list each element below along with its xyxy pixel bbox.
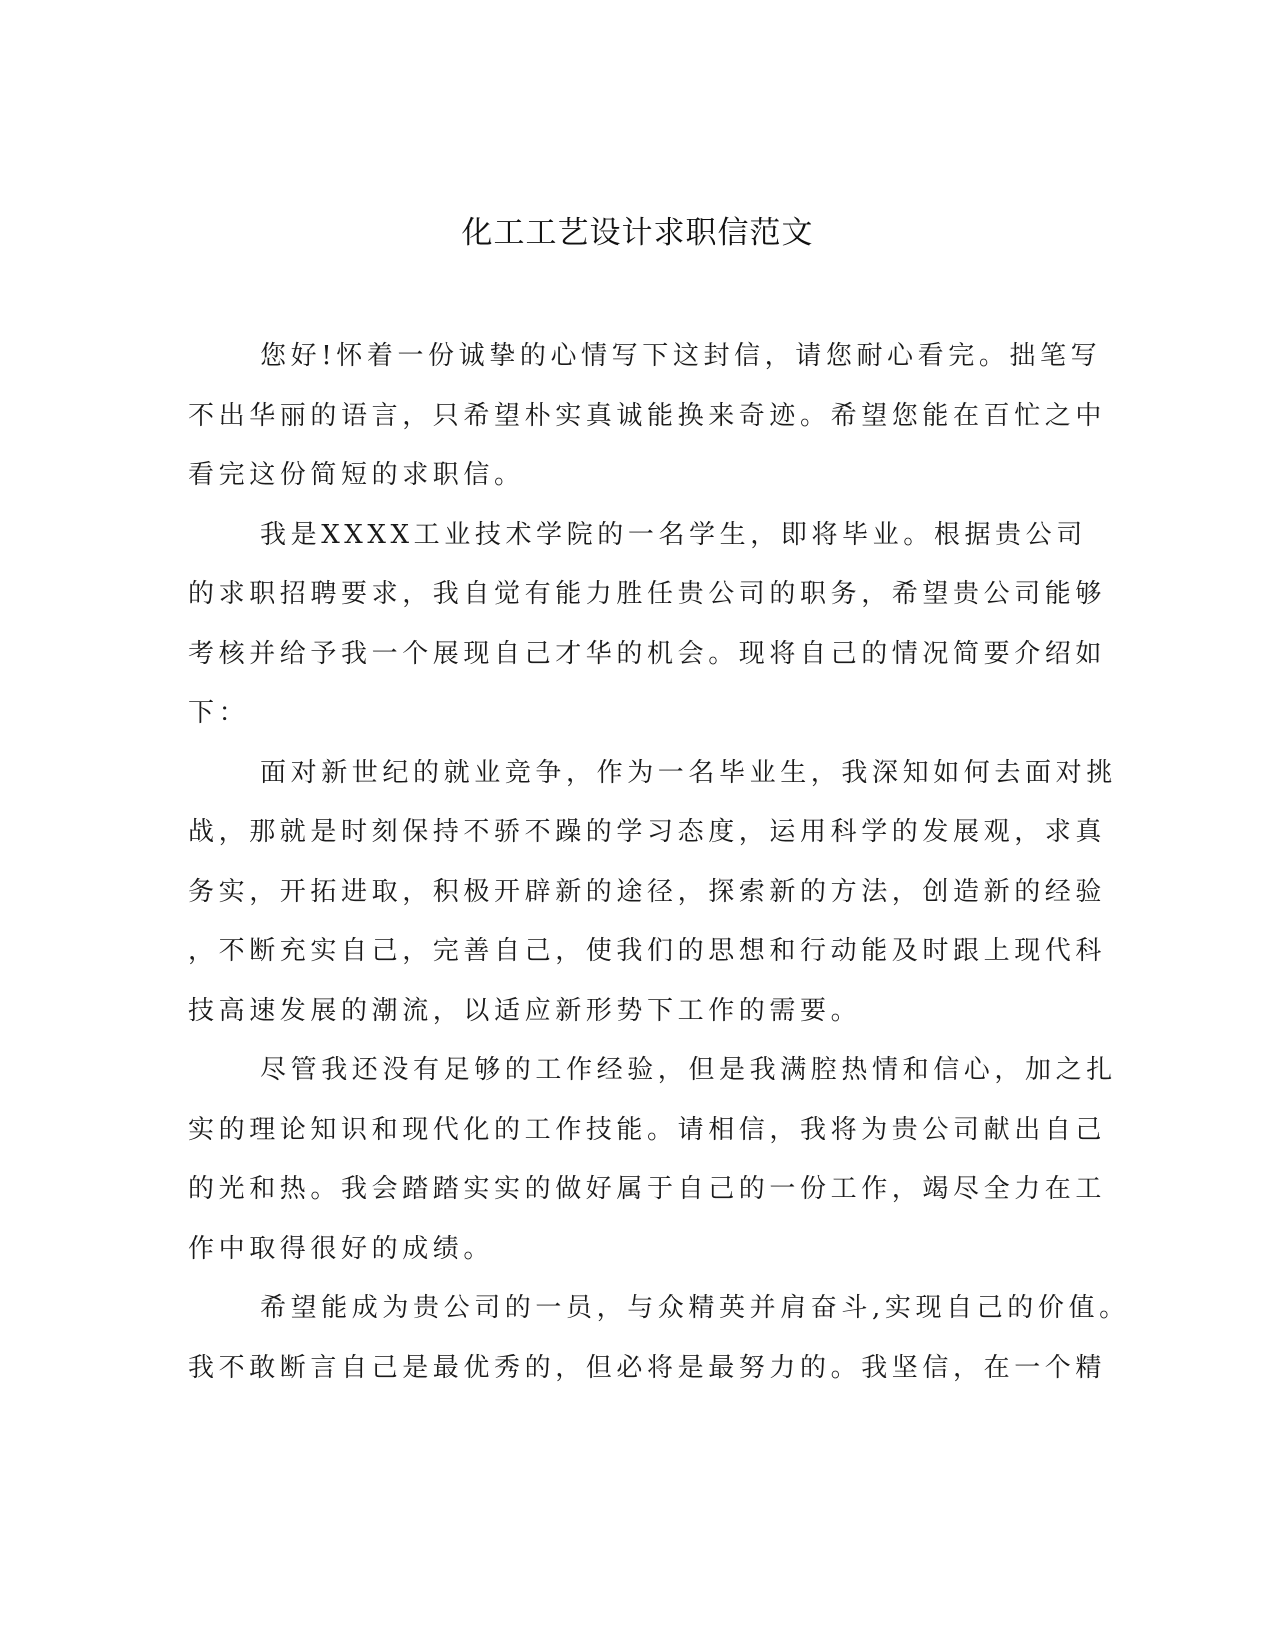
paragraph-line: 不出华丽的语言，只希望朴实真诚能换来奇迹。希望您能在百忙之中 (188, 400, 1107, 431)
document-body (188, 327, 1130, 1398)
paragraph-line: 您好!怀着一份诚挚的心情写下这封信，请您耐心看完。拙笔写 (260, 341, 1102, 371)
paragraph-line: 尽管我还没有足够的工作经验，但是我满腔热情和信心，加之扎 (260, 1055, 1117, 1085)
paragraph-line: 我是XXXX工业技术学院的一名学生，即将毕业。根据贵公司 (260, 519, 1087, 550)
paragraph-line: ，不断充实自己，完善自己，使我们的思想和行动能及时跟上现代科 (188, 936, 1107, 966)
paragraph-line: 的求职招聘要求，我自觉有能力胜任贵公司的职务，希望贵公司能够 (188, 579, 1107, 609)
paragraph-line: 看完这份简短的求职信。 (188, 460, 525, 490)
paragraph-line: 作中取得很好的成绩。 (188, 1233, 495, 1264)
paragraph-3 (188, 744, 1117, 1042)
paragraph-line: 希望能成为贵公司的一员，与众精英并肩奋斗,实现自己的价值。 (260, 1293, 1130, 1323)
paragraph-line: 战，那就是时刻保持不骄不躁的学习态度，运用科学的发展观，求真 (188, 817, 1107, 847)
paragraph-2 (188, 506, 1107, 744)
paragraph-line: 面对新世纪的就业竞争，作为一名毕业生，我深知如何去面对挑 (260, 757, 1117, 788)
paragraph-5 (188, 1279, 1130, 1398)
paragraph-line: 我不敢断言自己是最优秀的，但必将是最努力的。我坚信，在一个精 (188, 1352, 1107, 1383)
paragraph-line: 实的理论知识和现代化的工作技能。请相信，我将为贵公司献出自己 (188, 1114, 1107, 1145)
paragraph-4 (188, 1041, 1117, 1279)
paragraph-line: 考核并给予我一个展现自己才华的机会。现将自己的情况简要介绍如 (188, 638, 1107, 669)
paragraph-1 (188, 327, 1107, 506)
document-title: 化工工艺设计求职信范文 (461, 215, 814, 251)
paragraph-line: 的光和热。我会踏踏实实的做好属于自己的一份工作，竭尽全力在工 (188, 1174, 1107, 1204)
paragraph-line: 技高速发展的潮流，以适应新形势下工作的需要。 (188, 995, 862, 1026)
paragraph-line: 下： (188, 698, 250, 728)
paragraph-line: 务实，开拓进取，积极开辟新的途径，探索新的方法，创造新的经验 (188, 876, 1107, 907)
